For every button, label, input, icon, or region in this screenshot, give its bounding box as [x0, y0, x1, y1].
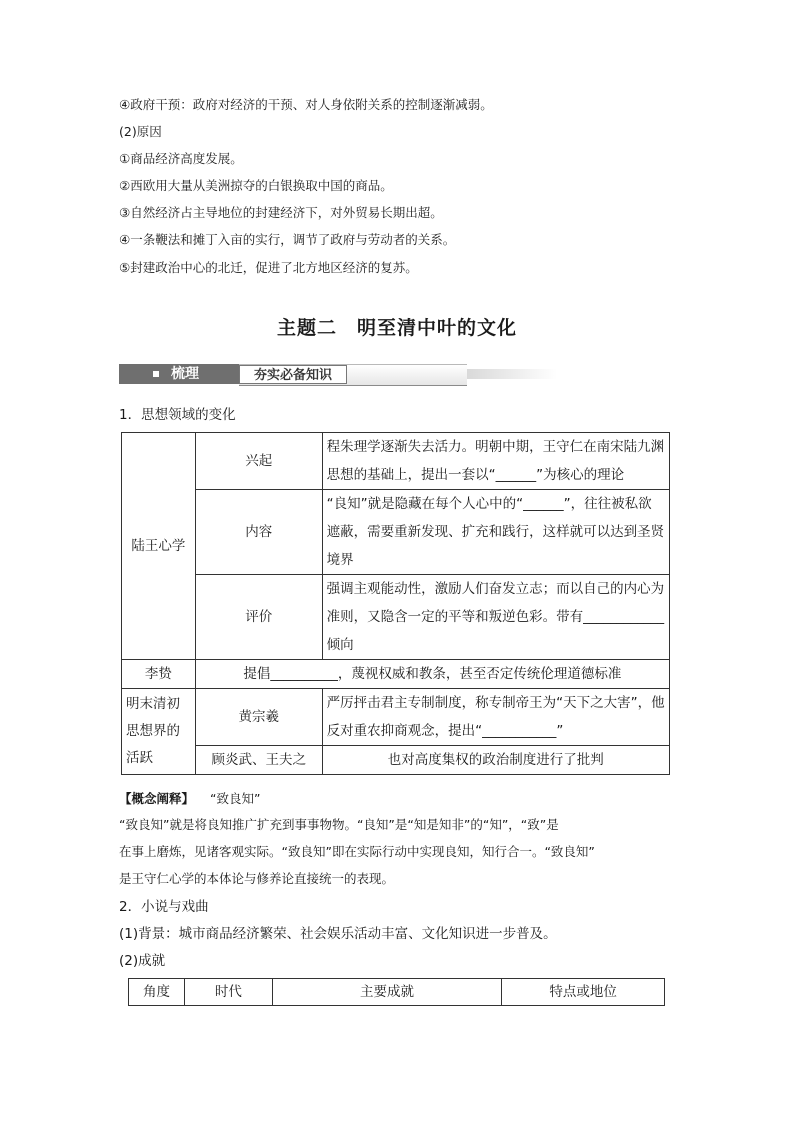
banner-fade — [467, 369, 557, 379]
table-cell: 明末清初思想界的活跃 — [122, 689, 196, 775]
table-cell: 提倡__________，蔑视权威和教条，甚至否定传统伦理道德标准 — [195, 660, 669, 689]
text-line: ④一条鞭法和摊丁入亩的实行，调节了政府与劳动者的关系。 — [119, 232, 456, 247]
table-row — [122, 575, 670, 660]
banner-left-label: 梳理 — [171, 366, 199, 382]
concept-term: “致良知” — [210, 791, 261, 806]
square-icon — [153, 371, 159, 377]
table-cell: 兴起 — [195, 433, 322, 490]
heading-novel: 2．小说与戏曲 — [119, 899, 209, 915]
achievement-line: (2)成就 — [119, 953, 166, 969]
table-cell: “良知”就是隐藏在每个人心中的“______”，往往被私欲遮蔽，需要重新发现、扩充和践行，这样就可以达到圣贤境界 — [322, 490, 669, 575]
table-cell: 黄宗羲 — [195, 689, 322, 746]
background-line: (1)背景：城市商品经济繁荣、社会娱乐活动丰富、文化知识进一步普及。 — [119, 926, 557, 942]
table-row — [122, 433, 670, 490]
banner-left — [119, 364, 239, 384]
section-title: 主题二 明至清中叶的文化 — [276, 317, 517, 339]
concept-line: “致良知”就是将良知推广扩充到事事物物。“良知”是“知是知非”的“知”，“致”是 — [119, 817, 559, 832]
table-cell: 陆王心学 — [122, 433, 196, 660]
table-row — [122, 490, 670, 575]
text-line: ⑤封建政治中心的北迁，促进了北方地区经济的复苏。 — [119, 260, 418, 275]
text-line: (2)原因 — [119, 124, 162, 139]
table-row — [122, 689, 670, 746]
heading-thought: 1．思想领域的变化 — [119, 407, 236, 423]
table-header: 时代 — [184, 979, 272, 1006]
table-header-row — [129, 979, 665, 1006]
table-header: 角度 — [129, 979, 185, 1006]
table-cell: 程朱理学逐渐失去活力。明朝中期，王守仁在南宋陆九渊思想的基础上，提出一套以“______”为核心的理论 — [322, 433, 669, 490]
table-cell: 内容 — [195, 490, 322, 575]
achievement-table — [128, 978, 665, 1006]
table-cell: 强调主观能动性，激励人们奋发立志；而以自己的内心为准则，又隐含一定的平等和叛逆色彩。带有____________倾向 — [322, 575, 669, 660]
text-line: ①商品经济高度发展。 — [119, 151, 243, 166]
text-line: ④政府干预：政府对经济的干预、对人身依附关系的控制逐渐减弱。 — [119, 97, 493, 112]
banner-right — [239, 364, 467, 386]
concept-heading — [119, 790, 260, 808]
table-cell: 严厉抨击君主专制制度，称专制帝王为“天下之大害”，他反对重农抑商观念，提出“___________” — [322, 689, 669, 746]
concept-label: 【概念阐释】 — [119, 791, 195, 806]
table-header: 特点或地位 — [502, 979, 665, 1006]
table-cell: 也对高度集权的政治制度进行了批判 — [322, 746, 669, 775]
table-row — [122, 660, 670, 689]
text-line: ③自然经济占主导地位的封建经济下，对外贸易长期出超。 — [119, 205, 443, 220]
concept-line: 是王守仁心学的本体论与修养论直接统一的表现。 — [119, 871, 395, 886]
section-banner — [119, 362, 435, 387]
table-cell: 顾炎武、王夫之 — [195, 746, 322, 775]
banner-right-label: 夯实必备知识 — [239, 365, 347, 384]
table-cell: 李贽 — [122, 660, 196, 689]
table-header: 主要成就 — [272, 979, 502, 1006]
table-row — [122, 746, 670, 775]
concept-line: 在事上磨炼，见诸客观实际。“致良知”即在实际行动中实现良知，知行合一。“致良知” — [119, 844, 595, 859]
text-line: ②西欧用大量从美洲掠夺的白银换取中国的商品。 — [119, 178, 393, 193]
thought-table — [121, 432, 670, 775]
table-cell: 评价 — [195, 575, 322, 660]
